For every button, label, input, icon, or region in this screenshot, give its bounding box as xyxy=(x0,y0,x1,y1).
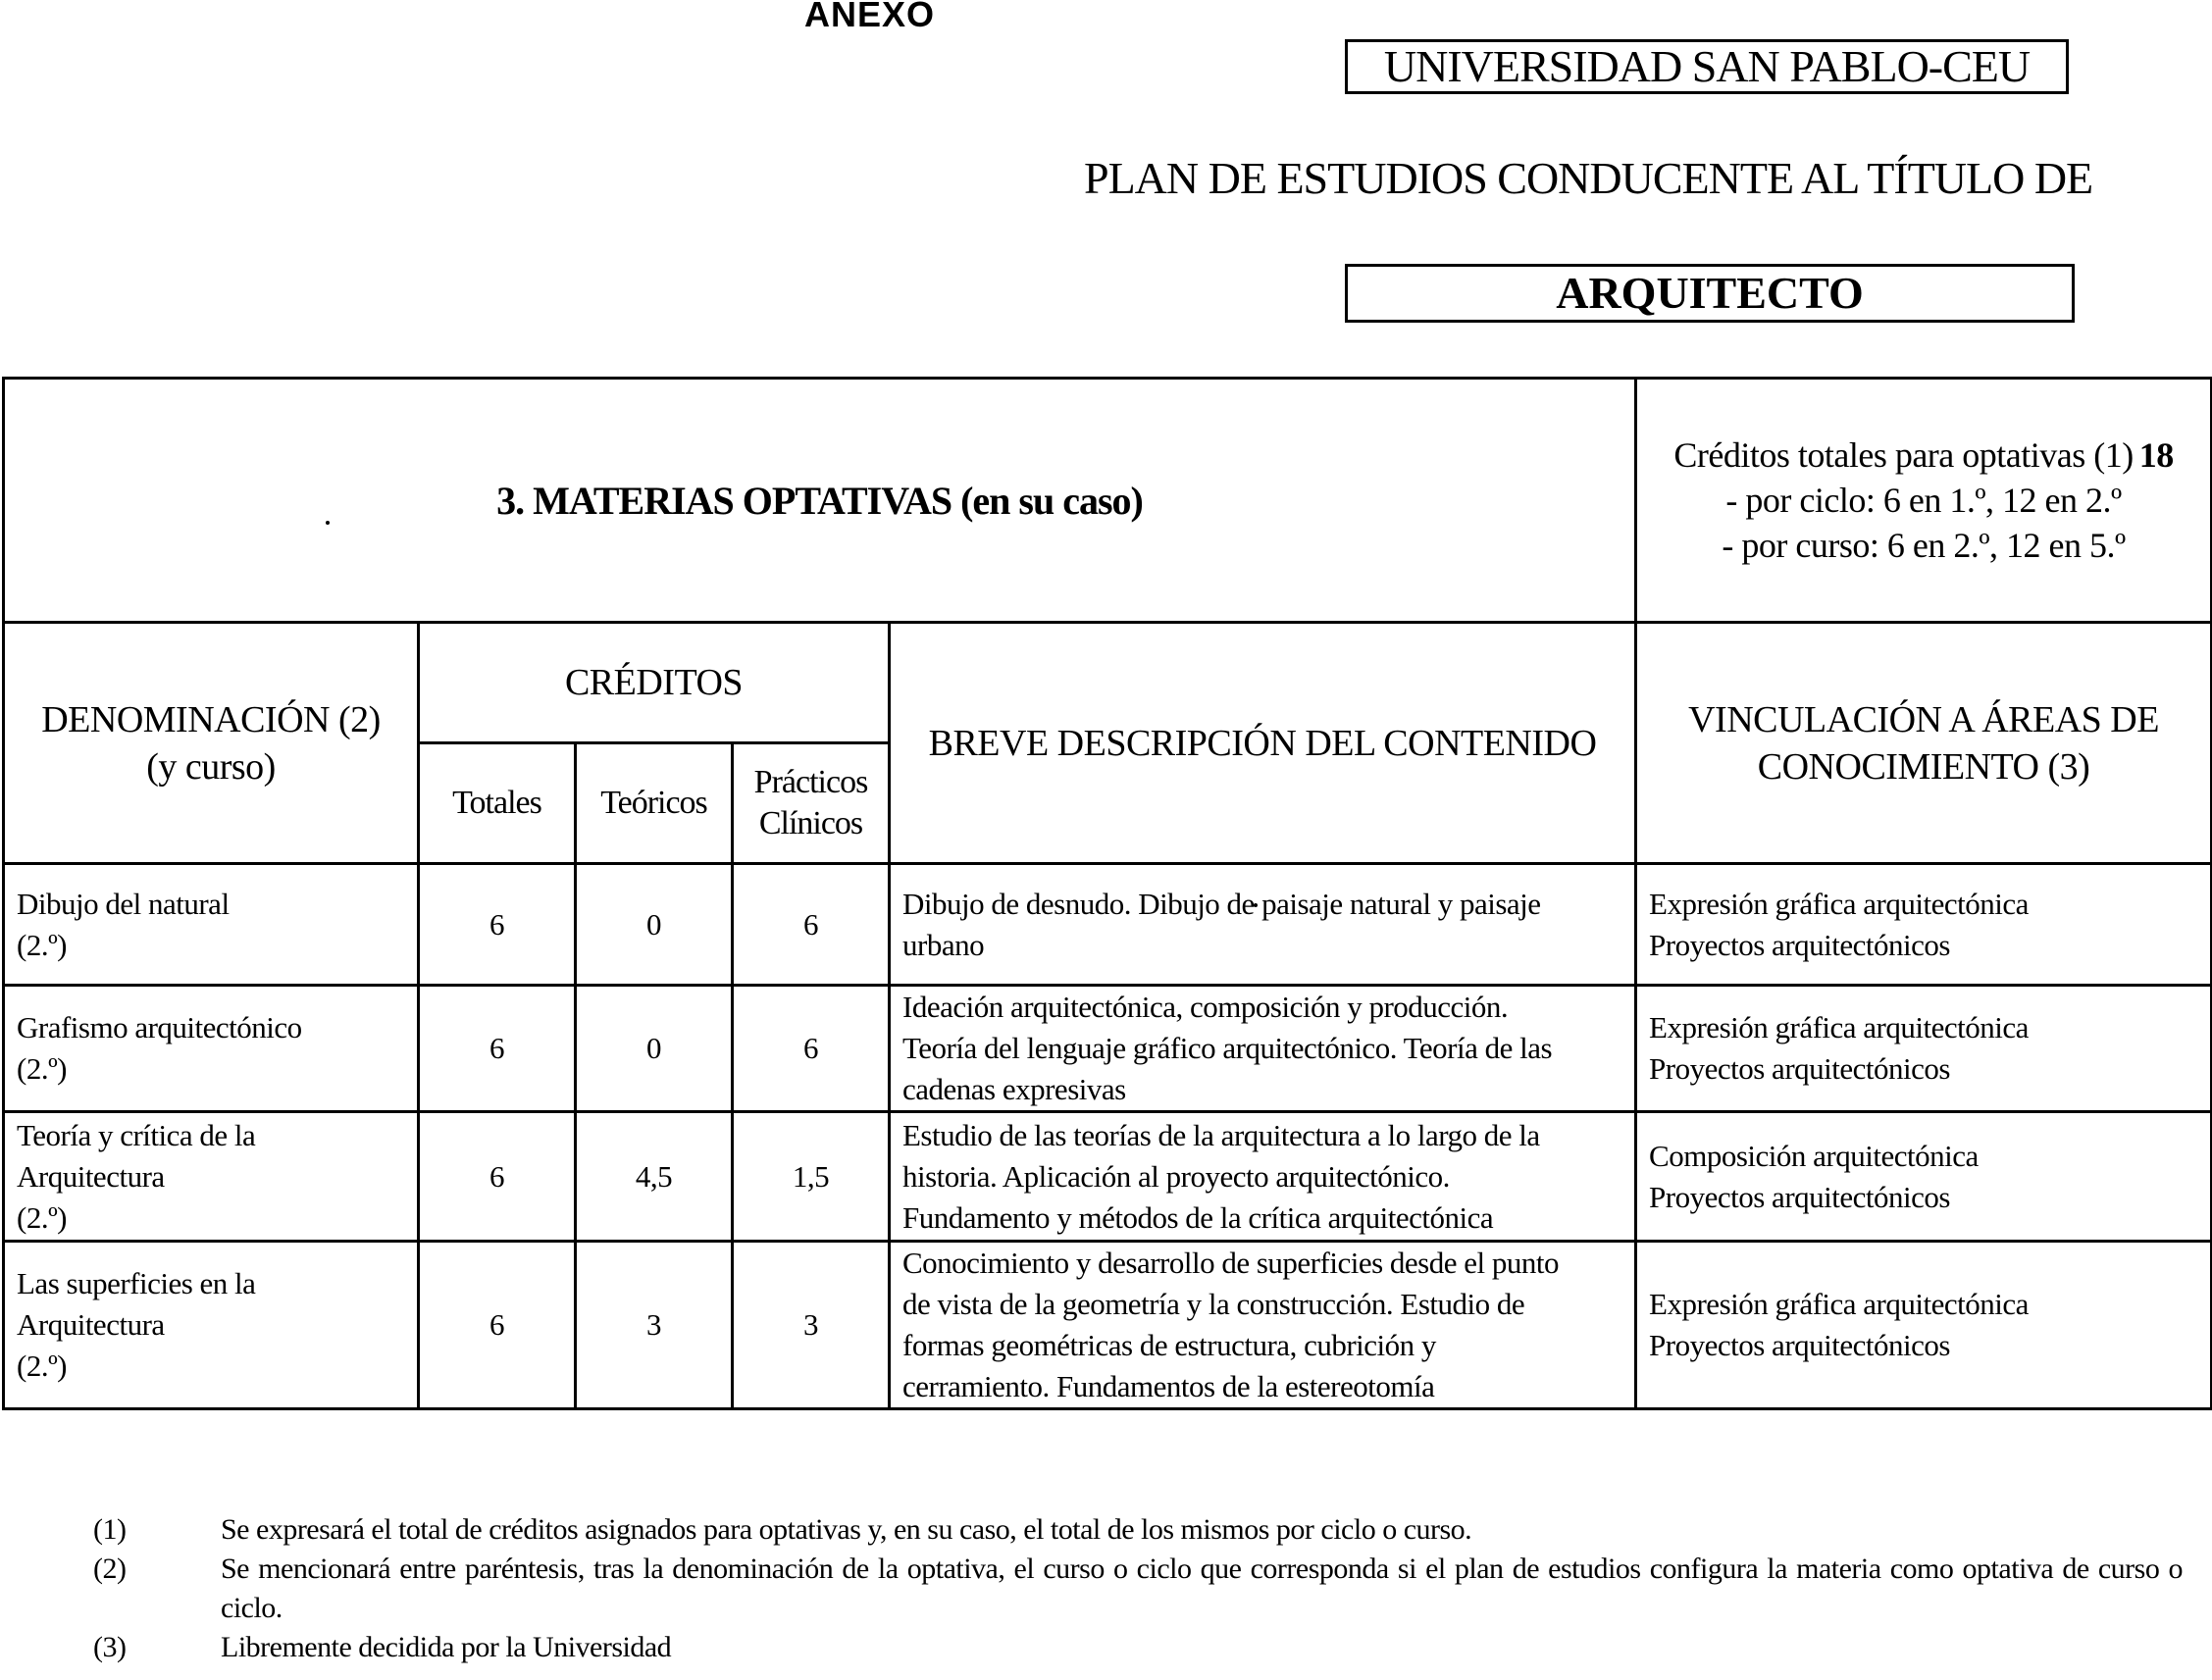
degree-title-box: ARQUITECTO xyxy=(1345,264,2075,323)
footnotes xyxy=(93,1510,2183,1667)
knowledge-area: Expresión gráfica arquitectónica xyxy=(1649,1010,2029,1044)
section-header-row xyxy=(4,379,2212,623)
col-totales-header: Totales xyxy=(419,743,576,864)
description-line: Fundamento y métodos de la crítica arquitectónica xyxy=(902,1199,1494,1235)
table-row xyxy=(4,986,2212,1112)
knowledge-areas xyxy=(1636,1112,2212,1242)
footnote-number: (1) xyxy=(93,1513,127,1546)
subject-name-line: Grafismo arquitectónico xyxy=(17,1010,302,1044)
credits-practicos: 6 xyxy=(733,986,890,1112)
university-name-box: UNIVERSIDAD SAN PABLO-CEU xyxy=(1345,39,2069,94)
annex-label: ANEXO xyxy=(804,0,936,34)
credits-totales: 6 xyxy=(419,986,576,1112)
subject-description xyxy=(890,986,1636,1112)
credits-totales: 6 xyxy=(419,1242,576,1409)
description-line: de vista de la geometría y la construcción. Estudio de xyxy=(902,1287,1525,1321)
credits-practicos: 6 xyxy=(733,864,890,986)
knowledge-area: Proyectos arquitectónicos xyxy=(1649,1328,1950,1362)
subject-description xyxy=(890,864,1636,986)
subject-course: (2.º) xyxy=(17,1349,68,1383)
credits-per-course: - por curso: 6 en 2.º, 12 en 5.º xyxy=(1722,526,2126,565)
knowledge-area: Proyectos arquitectónicos xyxy=(1649,1179,1950,1214)
knowledge-area: Composición arquitectónica xyxy=(1649,1138,1979,1173)
optional-subjects-table xyxy=(2,377,2212,1410)
knowledge-area: Expresión gráfica arquitectónica xyxy=(1649,886,2029,921)
description-line: historia. Aplicación al proyecto arquitectónico. xyxy=(902,1158,1450,1194)
subject-name-line: Las superficies en la xyxy=(17,1266,256,1300)
description-line: cadenas expresivas xyxy=(902,1072,1126,1106)
subject-name-line: Arquitectura xyxy=(17,1307,165,1342)
col-descripcion-header: BREVE DESCRIPCIÓN DEL CONTENIDO xyxy=(890,623,1636,864)
description-line: Estudio de las teorías de la arquitectura a lo largo de la xyxy=(902,1117,1540,1152)
knowledge-area: Proyectos arquitectónicos xyxy=(1649,1051,1950,1086)
col-teoricos-header: Teóricos xyxy=(576,743,733,864)
footnote-text: Se expresará el total de créditos asignados para optativas y, en su caso, el total de los mismos por ciclo o curso. xyxy=(221,1513,1472,1546)
subject-description xyxy=(890,1112,1636,1242)
credits-practicos: 3 xyxy=(733,1242,890,1409)
description-line: Ideación arquitectónica, composición y producción. xyxy=(902,990,1509,1024)
total-credits-line xyxy=(1637,433,2210,478)
subject-course: (2.º) xyxy=(17,927,68,962)
footnote-text: Se mencionará entre paréntesis, tras la denominación de la optativa, el curso o ciclo que corresponda si el plan de estudios configura la materia como optativa de curso o ciclo. xyxy=(221,1553,2183,1624)
subject-name xyxy=(4,864,419,986)
subject-name-line: Arquitectura xyxy=(17,1158,165,1194)
col-practicos-line2: Clínicos xyxy=(758,805,863,841)
description-line: cerramiento. Fundamentos de la estereotomía xyxy=(902,1369,1435,1403)
table-row xyxy=(4,1112,2212,1242)
subject-course: (2.º) xyxy=(17,1051,68,1086)
footnote-number: (3) xyxy=(93,1631,127,1663)
credits-teoricos: 0 xyxy=(576,864,733,986)
credits-teoricos: 3 xyxy=(576,1242,733,1409)
description-line: formas geométricas de estructura, cubrición y xyxy=(902,1328,1436,1362)
description-line: Conocimiento y desarrollo de superficies desde el punto xyxy=(902,1246,1559,1280)
description-line: Teoría del lenguaje gráfico arquitectónico. Teoría de las xyxy=(902,1031,1553,1065)
footnote xyxy=(93,1510,2183,1550)
col-denominacion-line1: DENOMINACIÓN (2) xyxy=(41,698,381,740)
credits-totales: 6 xyxy=(419,1112,576,1242)
knowledge-area: Proyectos arquitectónicos xyxy=(1649,927,1950,962)
credits-totales: 6 xyxy=(419,864,576,986)
total-credits-label: Créditos totales para optativas (1) xyxy=(1673,435,2134,475)
credits-per-cycle: - por ciclo: 6 en 1.º, 12 en 2.º xyxy=(1725,481,2122,520)
knowledge-areas xyxy=(1636,864,2212,986)
knowledge-areas xyxy=(1636,1242,2212,1409)
subject-name-line: Teoría y crítica de la xyxy=(17,1117,256,1152)
total-credits-value: 18 xyxy=(2138,435,2174,475)
col-practicos-line1: Prácticos xyxy=(753,764,868,800)
column-header-row xyxy=(4,623,2212,743)
col-vinculacion-line2: CONOCIMIENTO (3) xyxy=(1757,745,2090,788)
subject-description xyxy=(890,1242,1636,1409)
subject-course: (2.º) xyxy=(17,1199,68,1235)
col-denominacion-line2: (y curso) xyxy=(146,745,276,788)
section-title: 3. MATERIAS OPTATIVAS (en su caso) xyxy=(4,379,1636,623)
plan-title: PLAN DE ESTUDIOS CONDUCENTE AL TÍTULO DE xyxy=(1084,153,2093,203)
knowledge-areas xyxy=(1636,986,2212,1112)
col-creditos-header: CRÉDITOS xyxy=(419,623,890,743)
table-row xyxy=(4,1242,2212,1409)
subject-name xyxy=(4,1242,419,1409)
col-vinculacion-line1: VINCULACIÓN A ÁREAS DE xyxy=(1688,698,2159,740)
footnote xyxy=(93,1628,2183,1667)
col-vinculacion-header xyxy=(1636,623,2212,864)
credits-teoricos: 0 xyxy=(576,986,733,1112)
col-practicos-header xyxy=(733,743,890,864)
col-denominacion-header xyxy=(4,623,419,864)
description-line: Dibujo de desnudo. Dibujo de paisaje natural y paisaje xyxy=(902,886,1541,921)
footnote-text: Libremente decidida por la Universidad xyxy=(221,1631,672,1663)
description-line: urbano xyxy=(902,927,985,962)
footnote xyxy=(93,1550,2183,1628)
table-row xyxy=(4,864,2212,986)
subject-name xyxy=(4,1112,419,1242)
footnote-number: (2) xyxy=(93,1553,127,1585)
credits-practicos: 1,5 xyxy=(733,1112,890,1242)
total-credits-cell xyxy=(1636,379,2212,623)
subject-name xyxy=(4,986,419,1112)
credits-teoricos: 4,5 xyxy=(576,1112,733,1242)
subject-name-line: Dibujo del natural xyxy=(17,886,230,921)
knowledge-area: Expresión gráfica arquitectónica xyxy=(1649,1287,2029,1321)
